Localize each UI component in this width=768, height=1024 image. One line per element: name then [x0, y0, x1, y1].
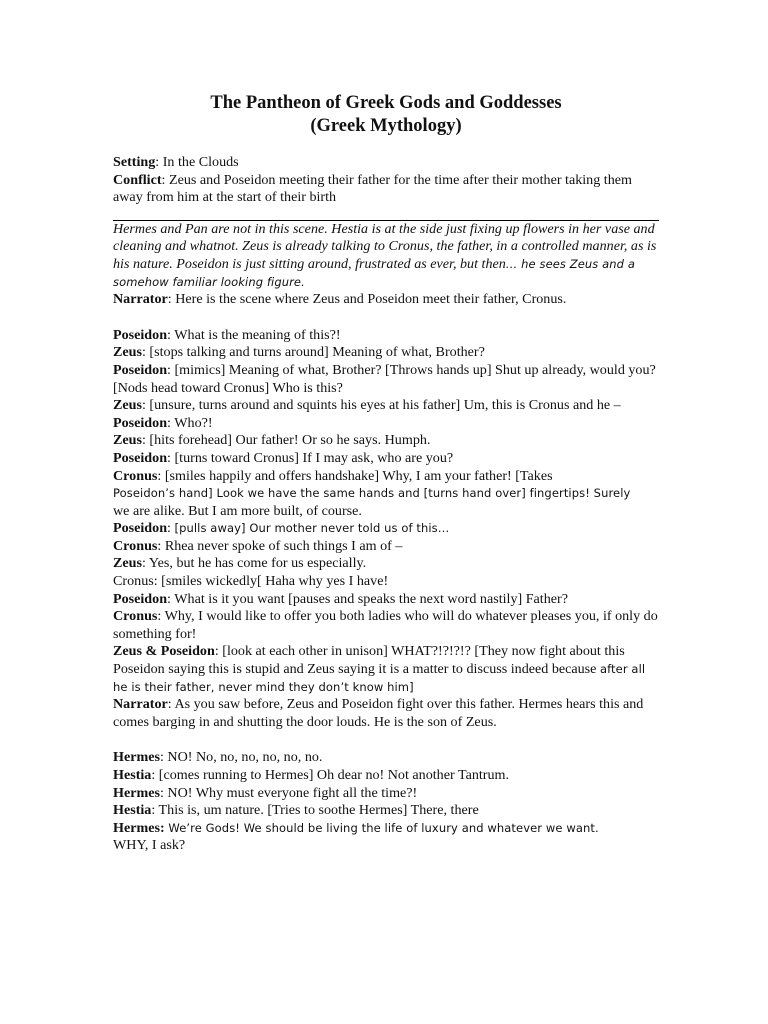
speaker-label: Cronus [113, 467, 158, 484]
document-subtitle: (Greek Mythology) [310, 116, 462, 136]
speaker-label: Poseidon [113, 590, 168, 607]
dialogue-line [113, 450, 659, 468]
narrator-line-1 [113, 291, 659, 309]
line-text-sans: We’re Gods! We should be living the life of luxury and whatever we want. [164, 820, 599, 835]
line-text: : [smiles happily and offers handshake] Why, I am your father! [Takes [157, 467, 553, 484]
line-text: : Here is the scene where Zeus and Poseidon meet their father, Cronus. [167, 291, 567, 308]
stage-direction-text: Hermes and Pan are not in this scene. Hestia is at the side just fixing up flowers in her vase and cleaning and whatnot. Zeus is already talking to Cronus, the father, in a controlled manner, as is his nature. Poseidon is just sitting around, frustrated as ever, but then [113, 220, 657, 272]
narrator-line-2 [113, 696, 659, 731]
dialogue-line [113, 415, 659, 433]
line-text: : [comes running to Hermes] Oh dear no! Not another Tantrum. [151, 767, 510, 783]
speaker-label: Zeus [113, 344, 142, 361]
dialogue-line-hermes-last [113, 820, 659, 855]
stage-direction-tail: … he sees Zeus and a somehow familiar looking figure. [113, 256, 635, 289]
line-text: : What is it you want [pauses and speaks the next word nastily] Father? [167, 590, 568, 607]
dialogue-line [113, 749, 659, 767]
line-text: : [167, 520, 175, 537]
line-text: : [hits forehead] Our father! Or so he says. Humph. [141, 432, 431, 449]
setting-text: : In the Clouds [155, 154, 239, 170]
line-text: : [unsure, turns around and squints his eyes at his father] Um, this is Cronus and he – [141, 397, 621, 414]
line-text: : [stops talking and turns around] Meaning of what, Brother? [141, 344, 485, 361]
dialogue-line-cronus-handshake [113, 468, 659, 521]
dialogue-block-2 [113, 749, 659, 855]
line-text-rest: we are alike. But I am more built, of course. [113, 502, 362, 519]
dialogue-block-1 [113, 327, 659, 696]
line-text: : What is the meaning of this?! [167, 326, 341, 343]
conflict-text: : Zeus and Poseidon meeting their father for the time after their mother taking them away from him at the start of their birth [113, 171, 632, 206]
speaker-label: Poseidon [113, 326, 168, 343]
line-text: : Yes, but he has come for us especially. [141, 555, 367, 572]
dialogue-line-poseidon-pulls [113, 520, 659, 538]
document-page [113, 92, 659, 855]
dialogue-line [113, 362, 659, 397]
dialogue-line [113, 591, 659, 609]
speaker-label: Poseidon [113, 414, 168, 431]
line-text: : [turns toward Cronus] If I may ask, who are you? [167, 449, 454, 466]
speaker-label: Zeus & Poseidon [113, 643, 215, 660]
speaker-label: Poseidon [113, 361, 168, 378]
speaker-label: Hestia [113, 767, 152, 783]
title-block [113, 92, 659, 138]
speaker-label: Narrator [113, 696, 168, 713]
scene-meta [113, 154, 659, 207]
line-text-sans: after all he is their father, never mind they don’t know him] [113, 662, 646, 694]
conflict-label: Conflict [113, 171, 162, 188]
dialogue-line [113, 344, 659, 362]
dialogue-line [113, 432, 659, 450]
line-text-rest: WHY, I ask? [113, 837, 186, 854]
line-text: : Why, I would like to offer you both ladies who will do whatever pleases you, if only do something for! [113, 608, 658, 642]
dialogue-line-cronus-plain: Cronus: [smiles wickedly[ Haha why yes I have! [113, 573, 389, 590]
speaker-label: Zeus [113, 555, 142, 572]
speaker-label: Hermes [113, 784, 160, 801]
speaker-label: Hermes: [113, 819, 165, 836]
line-text: : [mimics] Meaning of what, Brother? [Throws hands up] Shut up already, would you? [Nods head toward Cronus] Who is this? [113, 361, 656, 396]
speaker-label: Poseidon [113, 520, 168, 537]
line-text-sans: [pulls away] Our mother never told us of this… [174, 521, 450, 536]
dialogue-line [113, 397, 659, 415]
line-text: : [look at each other in unison] WHAT?!?!?!? [They now fight about this Poseidon saying this is stupid and Zeus saying it is a matter to discuss indeed because [113, 643, 625, 678]
dialogue-line-unison [113, 643, 659, 696]
line-text: : Rhea never spoke of such things I am of – [157, 537, 403, 554]
line-text: : NO! No, no, no, no, no, no. [159, 749, 323, 766]
dialogue-line [113, 608, 659, 643]
line-text-sans: Poseidon’s hand] Look we have the same hands and [turns hand over] fingertips! Surely [113, 486, 631, 501]
speaker-label: Cronus [113, 537, 158, 554]
dialogue-line [113, 802, 659, 820]
line-text: : Who?! [167, 414, 213, 431]
line-text: : NO! Why must everyone fight all the time?! [159, 784, 418, 801]
line-text: : As you saw before, Zeus and Poseidon fight over this father. Hermes hears this and comes barging in and shutting the door louds. He is the son of Zeus. [113, 696, 644, 730]
dialogue-line [113, 555, 659, 573]
dialogue-line [113, 538, 659, 556]
speaker-label: Narrator [113, 291, 168, 308]
speaker-label: Hermes [113, 749, 160, 766]
stage-direction [113, 221, 659, 291]
setting-label: Setting [113, 154, 156, 170]
conflict-line [113, 172, 659, 207]
setting-line [113, 154, 659, 172]
speaker-label: Zeus [113, 397, 142, 414]
line-text: : This is, um nature. [Tries to soothe Hermes] There, there [151, 802, 479, 819]
speaker-label: Zeus [113, 432, 142, 449]
dialogue-line [113, 767, 659, 785]
dialogue-line [113, 327, 659, 345]
speaker-label: Cronus [113, 608, 158, 625]
speaker-label: Poseidon [113, 449, 168, 466]
speaker-label: Hestia [113, 802, 152, 819]
document-title: The Pantheon of Greek Gods and Goddesses [210, 93, 562, 113]
dialogue-line [113, 785, 659, 803]
